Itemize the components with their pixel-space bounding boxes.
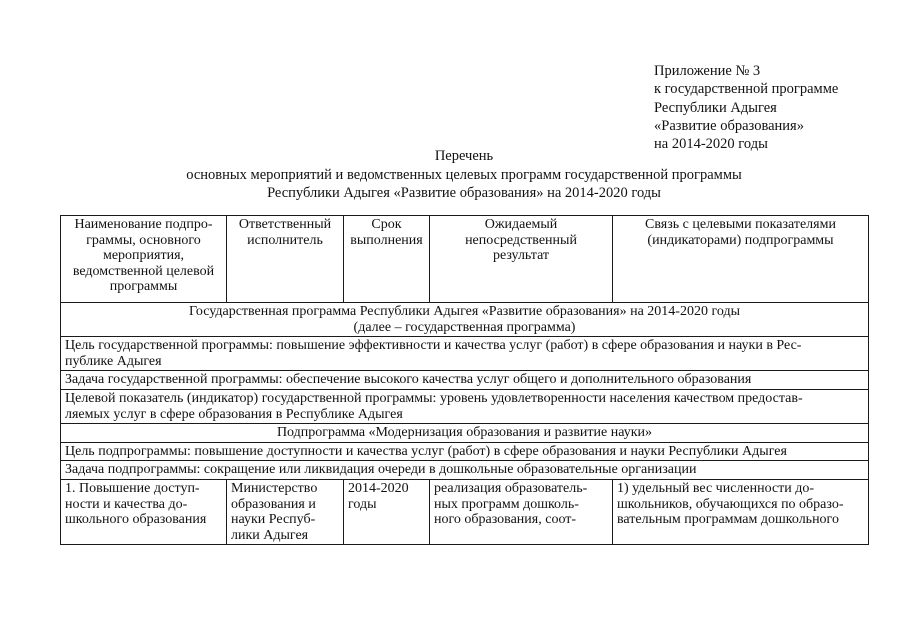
cell-line: школьников, обучающихся по образо- [617,496,844,512]
header-line: мероприятия, [102,248,185,264]
title-line-1: Перечень [434,148,494,164]
header-line: выполнения [350,232,423,248]
row-result-cell [430,479,613,544]
cell-line: лики Адыгея [231,527,309,543]
appendix-line: на 2014-2020 годы [654,136,768,153]
program-indicator-cell [61,389,869,423]
header-line: Связь с целевыми показателями [645,217,836,232]
header-line: Ожидаемый [484,217,558,232]
table-row [61,479,869,544]
program-indicator-row [61,389,869,423]
subprogram-goal-cell: Цель подпрограммы: повышение доступности и качества услуг (работ) в сфере образования и науки Республики Адыгея [61,442,869,461]
row-link-cell [613,479,869,544]
subprogram-task-row [61,461,869,480]
header-line: граммы, основного [86,232,201,248]
program-title-line: Государственная программа Республики Адыгея «Развитие образования» на 2014-2020 годы [189,304,740,319]
cell-line: ного образования, соот- [434,512,577,528]
program-indicator-line: ляемых услуг в сфере образования в Республике Адыгея [65,406,403,422]
header-cell-result [430,216,613,303]
program-goal-line: публике Адыгея [65,353,162,369]
cell-line: 1. Повышение доступ- [65,480,200,496]
header-line: программы [109,279,178,295]
row-executor-cell [227,479,344,544]
cell-line: школьного образования [65,512,207,528]
appendix-line: «Развитие образования» [654,117,804,134]
cell-line: образования и [231,496,316,512]
program-goal-cell [61,337,869,371]
row-name-cell [61,479,227,544]
title-line-3: Республики Адыгея «Развитие образования» на 2014-2020 годы [267,185,661,201]
header-cell-term [344,216,430,303]
subprogram-title-row [61,424,869,443]
subprogram-goal-row [61,442,869,461]
cell-line: 2014-2020 [348,480,409,496]
header-line: ведомственной целевой [72,263,215,279]
row-term-cell [344,479,430,544]
cell-line: годы [348,496,377,512]
header-cell-executor [227,216,344,303]
program-title-line: (далее – государственная программа) [353,319,576,335]
header-line: непосредственный [465,232,577,248]
cell-line: науки Респуб- [231,512,316,528]
program-goal-line: Цель государственной программы: повышение эффективности и качества услуг (работ) в сфере образования и науки в Рес- [65,338,802,354]
header-line: Срок [371,217,402,232]
appendix-line: Приложение № 3 [654,63,761,79]
program-task-cell: Задача государственной программы: обеспечение высокого качества услуг общего и дополнительного образования [61,371,869,390]
appendix-line: Республики Адыгея [654,99,777,116]
subprogram-title-cell: Подпрограмма «Модернизация образования и развитие науки» [61,424,869,443]
document-title [60,147,868,203]
cell-line: Министерство [231,480,318,496]
header-line: результат [492,248,550,264]
cell-line: 1) удельный вес численности до- [617,480,815,496]
subprogram-task-cell: Задача подпрограммы: сокращение или ликвидация очереди в дошкольные образовательные организации [61,461,869,480]
cell-line: реализация образователь- [434,480,588,496]
header-cell-name [61,216,227,303]
header-line: Наименование подпро- [74,217,213,232]
cell-line: ности и качества до- [65,496,188,512]
header-line: исполнитель [247,232,323,248]
header-line: Ответственный [238,217,332,232]
header-line: (индикаторами) подпрограммы [647,232,834,248]
cell-line: вательным программам дошкольного [617,512,839,528]
measures-table [60,215,869,545]
title-line-2: основных мероприятий и ведомственных целевых программ государственной программы [186,166,742,183]
program-goal-row [61,337,869,371]
table-header-row [61,216,869,303]
program-task-row [61,371,869,390]
program-indicator-line: Целевой показатель (индикатор) государственной программы: уровень удовлетворенности населения качеством предостав- [65,390,803,406]
cell-line: ных программ дошколь- [434,496,579,512]
appendix-block [654,62,894,153]
appendix-line: к государственной программе [654,81,839,98]
program-title-cell [61,303,869,337]
header-cell-link [613,216,869,303]
program-title-row [61,303,869,337]
